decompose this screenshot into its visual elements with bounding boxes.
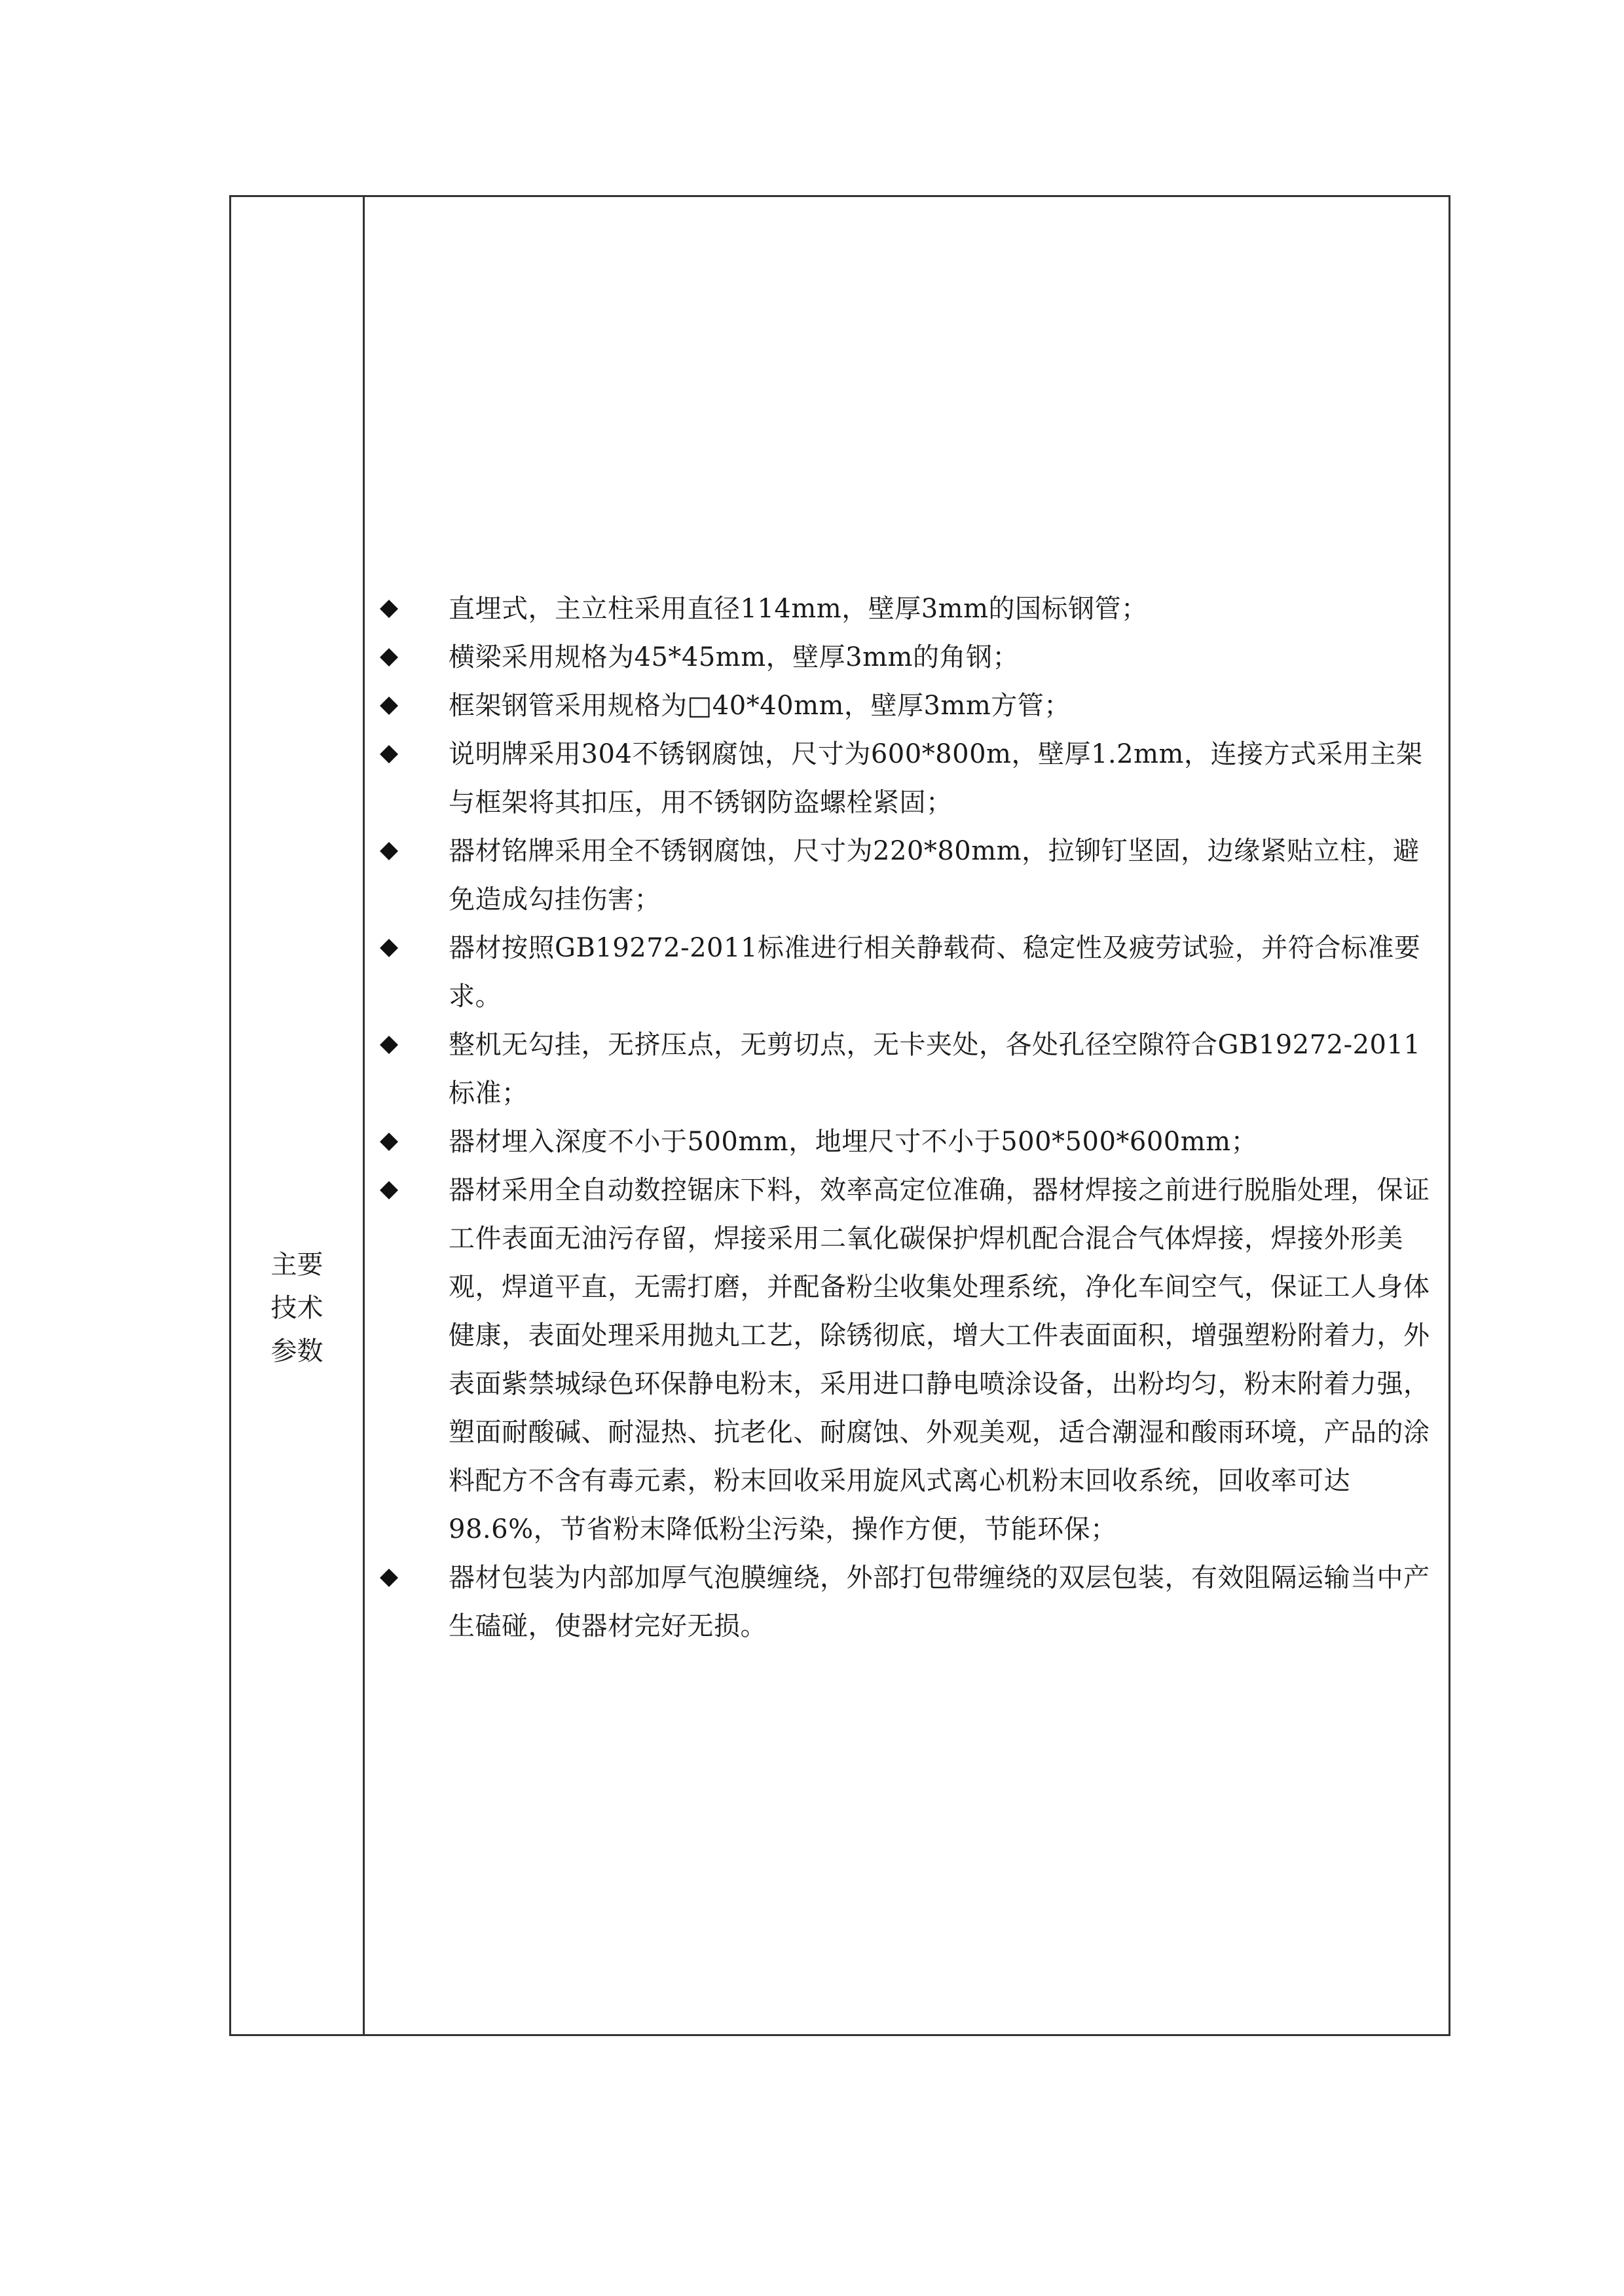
spec-item (379, 1118, 1440, 1166)
spec-item (379, 585, 1440, 633)
section-label-line-1: 主要 (270, 1250, 323, 1280)
spec-item (379, 682, 1440, 730)
spec-item (379, 633, 1440, 682)
spec-item-text: 横梁采用规格为45*45mm，壁厚3mm的角钢； (449, 642, 1019, 672)
spec-item-text: 器材按照GB19272-2011标准进行相关静载荷、稳定性及疲劳试验，并符合标准要求。 (449, 933, 1421, 1011)
spec-item (379, 924, 1440, 1021)
spec-table (229, 195, 1450, 2036)
spec-item-text: 器材铭牌采用全不锈钢腐蚀，尺寸为220*80mm，拉铆钉坚固，边缘紧贴立柱，避免造成勾挂伤害； (449, 836, 1420, 915)
spec-item-text: 整机无勾挂，无挤压点，无剪切点，无卡夹处，各处孔径空隙符合GB19272-2011标准； (449, 1030, 1421, 1108)
diamond-bullet-icon (379, 1035, 399, 1055)
spec-item-text: 框架钢管采用规格为□40*40mm，壁厚3mm方管； (449, 691, 1071, 721)
diamond-bullet-icon (379, 696, 399, 716)
diamond-bullet-icon (379, 599, 399, 619)
spec-item-text: 说明牌采用304不锈钢腐蚀，尺寸为600*800m，壁厚1.2mm，连接方式采用主架与框架将其扣压，用不锈钢防盗螺栓紧固； (449, 739, 1423, 818)
label-cell (231, 197, 365, 2034)
diamond-bullet-icon (379, 744, 399, 764)
diamond-bullet-icon (379, 938, 399, 958)
spec-item (379, 1166, 1440, 1554)
diamond-bullet-icon (379, 647, 399, 667)
spec-item-text: 直埋式，主立柱采用直径114mm，壁厚3mm的国标钢管； (449, 594, 1148, 624)
diamond-bullet-icon (379, 1180, 399, 1200)
diamond-bullet-icon (379, 1568, 399, 1588)
section-label (231, 1243, 363, 1373)
spec-item (379, 1554, 1440, 1650)
spec-item (379, 1021, 1440, 1118)
spec-item-text: 器材采用全自动数控锯床下料，效率高定位准确，器材焊接之前进行脱脂处理，保证工件表面无油污存留，焊接采用二氧化碳保护焊机配合混合气体焊接，焊接外形美观，焊道平直，无需打磨，并配备粉尘收集处理系统，净化车间空气，保证工人身体健康，表面处理采用抛丸工艺，除锈彻底，增大工件表面面积，增强塑粉附着力，外表面紫禁城绿色环保静电粉末，采用进口静电喷涂设备，出粉均匀，粉末附着力强，塑面耐酸碱、耐湿热、抗老化、耐腐蚀、外观美观，适合潮湿和酸雨环境，产品的涂料配方不含有毒元素，粉末回收采用旋风式离心机粉末回收系统，回收率可达98.6%，节省粉末降低粉尘污染，操作方便，节能环保； (449, 1175, 1430, 1544)
spec-item-text: 器材埋入深度不小于500mm，地埋尺寸不小于500*500*600mm； (449, 1127, 1258, 1157)
content-cell (365, 197, 1449, 2034)
spec-item-text: 器材包装为内部加厚气泡膜缠绕，外部打包带缠绕的双层包装，有效阻隔运输当中产生磕碰，使器材完好无损。 (449, 1563, 1430, 1641)
spec-item (379, 730, 1440, 827)
spec-list (379, 585, 1440, 1650)
diamond-bullet-icon (379, 1132, 399, 1152)
spec-item (379, 827, 1440, 924)
diamond-bullet-icon (379, 841, 399, 861)
section-label-line-3: 参数 (270, 1336, 323, 1366)
section-label-line-2: 技术 (270, 1293, 323, 1323)
